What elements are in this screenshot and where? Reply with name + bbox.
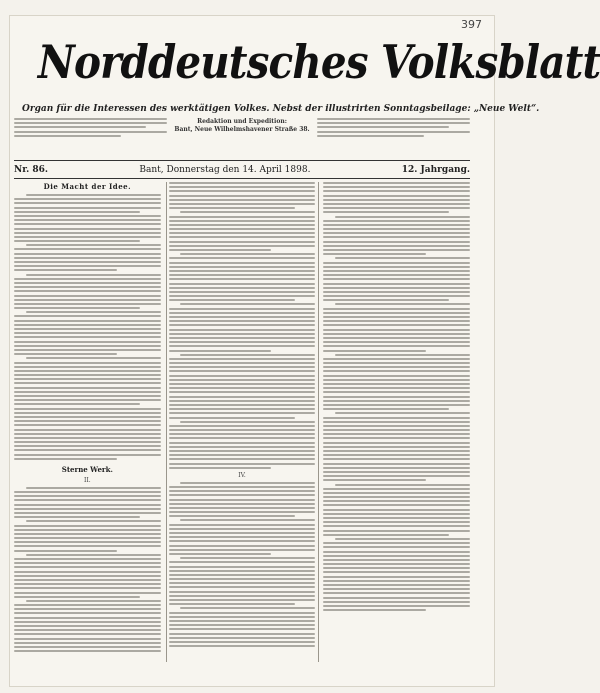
section-heading: Sterne Werk.	[61, 464, 113, 474]
masthead-subtitle: Organ für die Interessen des werktätigen Volkes. Nebst der illustrirten Sonntagsbeilage: „Neue Welt“.	[22, 104, 540, 114]
column-2	[169, 182, 316, 662]
chapter-number: IV.	[238, 471, 246, 479]
bottom-rule	[14, 178, 470, 179]
column-3	[323, 182, 470, 662]
dateline	[14, 163, 470, 177]
advertising-info	[317, 118, 470, 158]
page-number: 397	[461, 18, 482, 31]
masthead-title: Norddeutsches Volksblatt	[37, 35, 600, 89]
story-text	[169, 482, 316, 647]
column-1	[14, 182, 161, 662]
office-address: Bant, Neue Wilhelmshavener Straße 38.	[174, 126, 310, 133]
subscription-info	[14, 118, 167, 158]
issue-number: Nr. 86.	[14, 165, 49, 175]
story-text	[14, 487, 161, 652]
volume-number: 12. Jahrgang.	[401, 165, 470, 175]
article-text	[14, 194, 161, 460]
article-text	[323, 182, 470, 611]
top-rule	[14, 160, 470, 161]
issue-date: Bant, Donnerstag den 14. April 1898.	[139, 165, 311, 175]
info-row	[14, 118, 470, 158]
redaktion-label: Redaktion und Expedition:	[197, 118, 287, 125]
article-text	[169, 182, 316, 469]
article-heading: Die Macht der Idee.	[43, 182, 132, 191]
chapter-number: II.	[84, 476, 91, 484]
editorial-office	[173, 118, 311, 158]
article-columns	[14, 182, 470, 662]
